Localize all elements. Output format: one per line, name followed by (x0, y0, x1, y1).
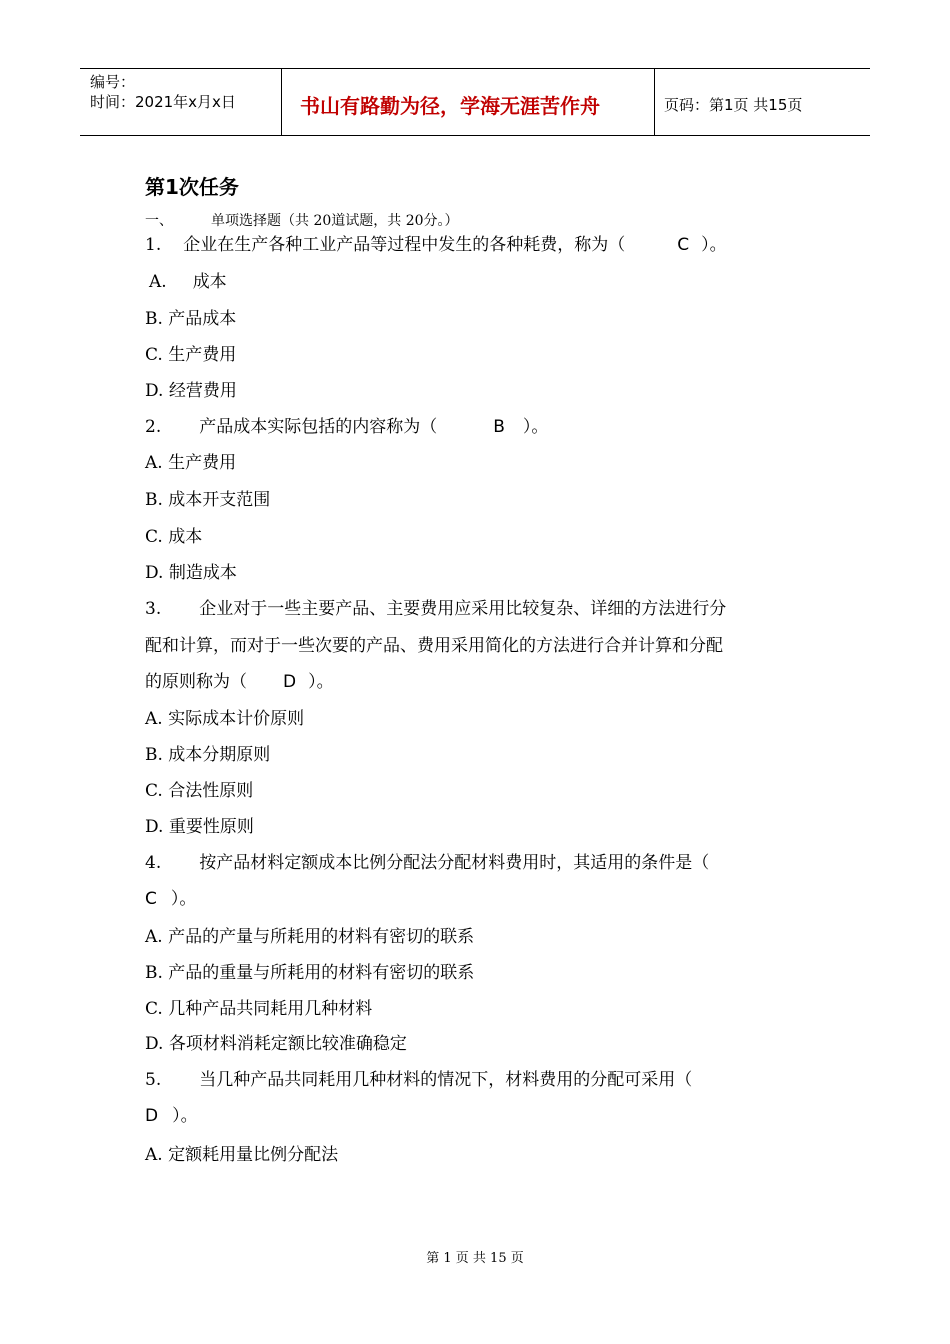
q5-answer: D (145, 1106, 159, 1126)
q1-close: ）。 (701, 235, 727, 255)
question-4 (145, 852, 709, 874)
q3-option-a: A. 实际成本计价原则 (145, 709, 305, 729)
header-divider-left (281, 68, 282, 136)
page-footer: 第 1 页 共 15 页 (426, 1251, 524, 1266)
q2-close: ）。 (522, 417, 549, 437)
q5-text: 当几种产品共同耗用几种材料的情况下，材料费用的分配可采用（ (199, 1070, 693, 1090)
question-5 (145, 1069, 692, 1091)
q1-option-b: B. 产品成本 (145, 309, 237, 329)
q3-text: 的原则称为（ (145, 672, 247, 692)
q3-text-line3 (145, 671, 334, 693)
q3-number: 3. (145, 599, 162, 619)
q4-option-b: B. 产品的重量与所耗用的材料有密切的联系 (145, 963, 475, 983)
q2-option-b: B. 成本开支范围 (145, 490, 271, 510)
q1-option-c: C. 生产费用 (145, 345, 237, 365)
q3-option-b: B. 成本分期原则 (145, 745, 271, 765)
q3-option-c: C. 合法性原则 (145, 781, 254, 801)
q3-text-line2: 配和计算，而对于一些次要的产品、费用采用简化的方法进行合并计算和分配 (145, 636, 723, 656)
q2-option-d: D. 制造成本 (145, 563, 237, 583)
page-title: 第1次任务 (145, 175, 239, 199)
question-3 (145, 598, 726, 620)
q3-close: ）。 (308, 672, 334, 692)
q5-number: 5. (145, 1070, 162, 1090)
q1-answer: C (677, 235, 690, 255)
q4-answer: C (145, 889, 157, 909)
q5-answer-line (145, 1105, 198, 1127)
section-number: 一、 (145, 213, 173, 229)
q3-text-line1: 企业对于一些主要产品、主要费用应采用比较复杂、详细的方法进行分 (199, 599, 727, 619)
q1-number: 1. (145, 235, 162, 255)
q4-option-c: C. 几种产品共同耗用几种材料 (145, 999, 373, 1019)
header-top-rule (80, 68, 870, 69)
q5-option-a: A. 定额耗用量比例分配法 (145, 1145, 339, 1165)
q4-number: 4. (145, 853, 162, 873)
header-divider-right (654, 68, 655, 136)
q1-option-d: D. 经营费用 (145, 381, 237, 401)
question-2 (145, 416, 548, 438)
q2-answer: B (493, 417, 505, 437)
q1-option-a-text: 成本 (192, 272, 227, 292)
page-info: 页码：第1页 共15页 (664, 96, 803, 114)
q4-option-a: A. 产品的产量与所耗用的材料有密切的联系 (145, 927, 475, 947)
q2-text: 产品成本实际包括的内容称为（ (199, 417, 438, 437)
header-bottom-rule (80, 135, 870, 136)
q5-close: ）。 (172, 1106, 198, 1126)
q1-text: 企业在生产各种工业产品等过程中发生的各种耗费，称为（ (183, 235, 626, 255)
q2-number: 2. (145, 417, 162, 437)
q3-option-d: D. 重要性原则 (145, 817, 254, 837)
code-label: 编号： (90, 73, 136, 91)
q2-option-a: A. 生产费用 (145, 453, 237, 473)
q2-option-c: C. 成本 (145, 527, 203, 547)
q4-answer-line (145, 888, 196, 910)
time-label: 时间：2021年x月x日 (90, 93, 236, 111)
q3-answer: D (283, 672, 297, 692)
q1-option-a-letter: A. (149, 272, 167, 292)
q4-option-d: D. 各项材料消耗定额比较准确稳定 (145, 1034, 407, 1054)
motto: 书山有路勤为径，学海无涯苦作舟 (300, 94, 600, 118)
q4-text: 按产品材料定额成本比例分配法分配材料费用时，其适用的条件是（ (199, 853, 710, 873)
section-text: 单项选择题（共 20道试题，共 20分。） (211, 213, 459, 229)
q1-option-a (149, 271, 227, 293)
section-heading (145, 210, 459, 232)
q4-close: ）。 (170, 889, 197, 909)
question-1 (145, 234, 727, 256)
